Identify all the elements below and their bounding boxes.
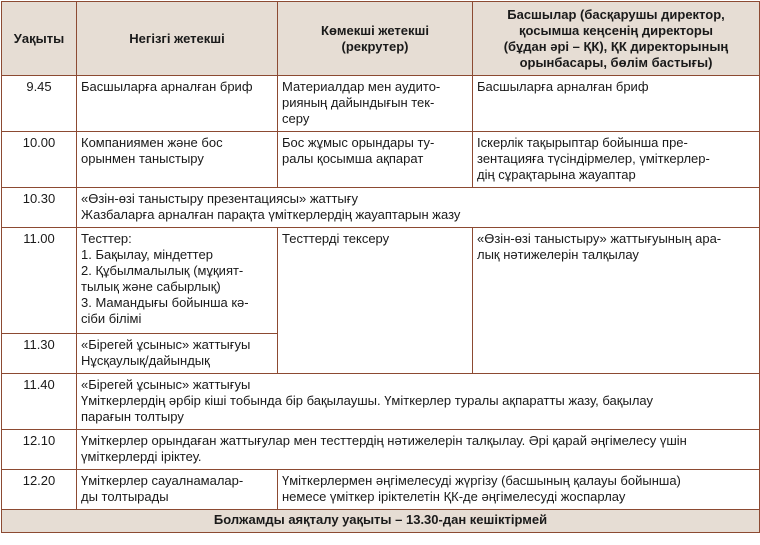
time-cell: 12.20 — [2, 470, 77, 510]
leaders-cell: Басшыларға арналған бриф — [473, 76, 760, 132]
assistant-cell: Тесттерді тексеру — [278, 228, 473, 374]
table-row — [2, 76, 760, 132]
assistant-cell: Материалдар мен аудито- рияның дайындығын тек- серу — [278, 76, 473, 132]
main-cell: «Бірегей ұсыныс» жаттығуы Нұсқаулық/дайындық — [77, 334, 278, 374]
time-cell: 11.40 — [2, 374, 77, 430]
table-row — [2, 132, 760, 188]
time-cell: 12.10 — [2, 430, 77, 470]
schedule-table — [1, 1, 760, 533]
leaders-cell: Іскерлік тақырыптар бойынша пре- зентацияға түсіндірмелер, үміткерлер- дің сұрақтарына жауаптар — [473, 132, 760, 188]
time-cell: 11.30 — [2, 334, 77, 374]
main-cell: Үміткерлер сауалнамалар- ды толтырады — [77, 470, 278, 510]
footer-row — [2, 510, 760, 533]
leaders-cell: «Өзін-өзі таныстыру» жаттығуының ара- лық нәтижелерін талқылау — [473, 228, 760, 374]
main-cell: Тесттер: 1. Бақылау, міндеттер 2. Құбылмалылық (мұқият- тылық және сабырлық) 3. Мамандығы бойынша кә- сіби білімі — [77, 228, 278, 334]
merged-cell: «Бірегей ұсыныс» жаттығуы Үміткерлердің әрбір кіші тобында бір бақылаушы. Үміткерлер туралы ақпаратты жазу, бақылау парағын толтыру — [77, 374, 760, 430]
table-row — [2, 430, 760, 470]
header-assistant-leader: Көмекші жетекші (рекрутер) — [278, 2, 473, 76]
merged-cell: «Өзін-өзі таныстыру презентациясы» жаттығу Жазбаларға арналған парақта үміткерлердің жауаптарын жазу — [77, 188, 760, 228]
header-leaders: Басшылар (басқарушы директор, қосымша кеңсенің директоры (бұдан әрі – ҚК), ҚК директорының орынбасары, бөлім бастығы) — [473, 2, 760, 76]
header-main-leader: Негізгі жетекші — [77, 2, 278, 76]
table-row — [2, 470, 760, 510]
end-time-note: Болжамды аяқталу уақыты – 13.30-дан кешіктірмей — [2, 510, 760, 533]
merged-cell: Үміткерлер орындаған жаттығулар мен тесттердің нәтижелерін талқылау. Әрі қарай әңгімелесу үшін үміткерлерді іріктеу. — [77, 430, 760, 470]
table-row — [2, 188, 760, 228]
time-cell: 10.30 — [2, 188, 77, 228]
merged-cell: Үміткерлермен әңгімелесуді жүргізу (басшының қалауы бойынша) немесе үміткер іріктелетін ҚК-де әңгімелесуді жоспарлау — [278, 470, 760, 510]
table-row — [2, 228, 760, 334]
main-cell: Компаниямен және бос орынмен таныстыру — [77, 132, 278, 188]
time-cell: 10.00 — [2, 132, 77, 188]
assistant-cell: Бос жұмыс орындары ту- ралы қосымша ақпарат — [278, 132, 473, 188]
time-cell: 11.00 — [2, 228, 77, 334]
time-cell: 9.45 — [2, 76, 77, 132]
main-cell: Басшыларға арналған бриф — [77, 76, 278, 132]
table-row — [2, 374, 760, 430]
header-row — [2, 2, 760, 76]
header-time: Уақыты — [2, 2, 77, 76]
